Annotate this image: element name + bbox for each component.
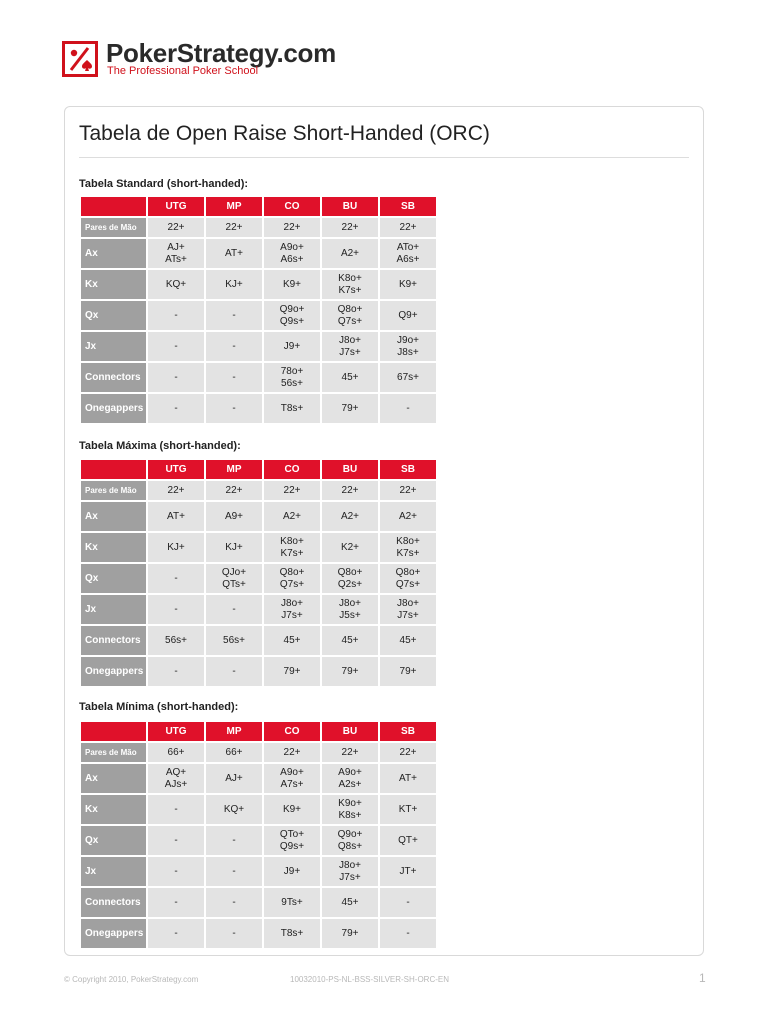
row-label: Kx (81, 795, 146, 824)
table-cell: 45+ (380, 626, 436, 655)
table-cell: A2+ (380, 502, 436, 531)
row-label: Jx (81, 332, 146, 361)
table-cell: AQ+ AJs+ (148, 764, 204, 793)
table-cell: A9o+ A2s+ (322, 764, 378, 793)
table-header-row (81, 460, 438, 479)
header-corner (81, 722, 146, 741)
table-cell: - (206, 332, 262, 361)
row-label: Pares de Mão (81, 743, 146, 762)
table-cell: AT+ (380, 764, 436, 793)
table-cell: 56s+ (148, 626, 204, 655)
table-cell: 22+ (206, 218, 262, 237)
column-header: UTG (148, 722, 204, 741)
table-cell: QTo+ Q9s+ (264, 826, 320, 855)
row-label: Jx (81, 857, 146, 886)
table-cell: T8s+ (264, 394, 320, 423)
row-label: Ax (81, 239, 146, 268)
row-label: Onegappers (81, 919, 146, 948)
column-header: MP (206, 460, 262, 479)
table-cell: A9+ (206, 502, 262, 531)
table-cell: A9o+ A6s+ (264, 239, 320, 268)
table-minima (81, 722, 438, 948)
table-cell: 66+ (206, 743, 262, 762)
row-label: Onegappers (81, 657, 146, 686)
table-cell: 22+ (322, 481, 378, 500)
table-header-row (81, 722, 438, 741)
column-header: SB (380, 722, 436, 741)
site-header (62, 38, 462, 80)
table-cell: - (148, 332, 204, 361)
table-cell: - (148, 363, 204, 392)
table-cell: AT+ (206, 239, 262, 268)
table-cell: J9o+ J8s+ (380, 332, 436, 361)
table-cell: QJo+ QTs+ (206, 564, 262, 593)
table-cell: A2+ (264, 502, 320, 531)
table-cell: K8o+ K7s+ (322, 270, 378, 299)
table-cell: 67s+ (380, 363, 436, 392)
header-corner (81, 460, 146, 479)
table-cell: - (206, 857, 262, 886)
table-cell: - (148, 826, 204, 855)
table-cell: 79+ (322, 919, 378, 948)
table-row (81, 394, 438, 423)
table-row (81, 533, 438, 562)
table-cell: 78o+ 56s+ (264, 363, 320, 392)
table-cell: - (148, 795, 204, 824)
table-cell: K9+ (264, 270, 320, 299)
table-cell: Q8o+ Q7s+ (322, 301, 378, 330)
table-row (81, 764, 438, 793)
table-row (81, 301, 438, 330)
column-header: MP (206, 722, 262, 741)
table-cell: 45+ (322, 626, 378, 655)
brand-name: PokerStrategy.com (106, 38, 336, 68)
table-cell: A2+ (322, 502, 378, 531)
table-cell: 22+ (264, 481, 320, 500)
table-cell: K2+ (322, 533, 378, 562)
table-row (81, 481, 438, 500)
row-label: Qx (81, 564, 146, 593)
table-cell: A2+ (322, 239, 378, 268)
table-cell: 45+ (322, 363, 378, 392)
table-cell: 66+ (148, 743, 204, 762)
table-cell: J9+ (264, 857, 320, 886)
table-cell: 79+ (380, 657, 436, 686)
table-cell: J8o+ J7s+ (322, 332, 378, 361)
section-label-standard: Tabela Standard (short-handed): (79, 178, 249, 190)
column-header: MP (206, 197, 262, 216)
table-cell: 22+ (322, 743, 378, 762)
table-cell: K9+ (264, 795, 320, 824)
table-cell: Q8o+ Q7s+ (264, 564, 320, 593)
column-header: BU (322, 722, 378, 741)
content-card (64, 106, 704, 956)
brand-tagline: The Professional Poker School (107, 65, 259, 77)
table-cell: K8o+ K7s+ (264, 533, 320, 562)
column-header: CO (264, 722, 320, 741)
column-header: SB (380, 197, 436, 216)
row-label: Qx (81, 826, 146, 855)
table-row (81, 657, 438, 686)
table-cell: 22+ (264, 218, 320, 237)
table-cell: 22+ (322, 218, 378, 237)
table-row (81, 743, 438, 762)
table-cell: KJ+ (206, 270, 262, 299)
table-cell: KJ+ (206, 533, 262, 562)
column-header: SB (380, 460, 436, 479)
table-row (81, 919, 438, 948)
table-row (81, 239, 438, 268)
table-cell: QT+ (380, 826, 436, 855)
table-cell: - (148, 888, 204, 917)
table-cell: 45+ (264, 626, 320, 655)
table-cell: J8o+ J7s+ (264, 595, 320, 624)
row-label: Kx (81, 533, 146, 562)
row-label: Kx (81, 270, 146, 299)
table-cell: J8o+ J7s+ (322, 857, 378, 886)
row-label: Connectors (81, 888, 146, 917)
section-label-maxima: Tabela Máxima (short-handed): (79, 440, 241, 452)
table-cell: T8s+ (264, 919, 320, 948)
table-cell: ATo+ A6s+ (380, 239, 436, 268)
table-cell: K9o+ K8s+ (322, 795, 378, 824)
table-cell: 22+ (148, 218, 204, 237)
table-cell: AT+ (148, 502, 204, 531)
table-row (81, 332, 438, 361)
table-cell: KJ+ (148, 533, 204, 562)
row-label: Onegappers (81, 394, 146, 423)
column-header: CO (264, 460, 320, 479)
table-cell: Q9+ (380, 301, 436, 330)
table-cell: 22+ (380, 481, 436, 500)
table-cell: 79+ (322, 394, 378, 423)
table-cell: KQ+ (148, 270, 204, 299)
percent-spade-logo-icon (62, 41, 98, 77)
table-row (81, 826, 438, 855)
table-cell: 79+ (264, 657, 320, 686)
row-label: Qx (81, 301, 146, 330)
table-cell: - (148, 857, 204, 886)
table-cell: 79+ (322, 657, 378, 686)
table-row (81, 564, 438, 593)
table-cell: - (206, 394, 262, 423)
table-cell: - (148, 595, 204, 624)
row-label: Connectors (81, 626, 146, 655)
table-cell: Q8o+ Q2s+ (322, 564, 378, 593)
table-cell: J8o+ J7s+ (380, 595, 436, 624)
column-header: UTG (148, 460, 204, 479)
page-number: 1 (699, 971, 706, 985)
table-cell: - (148, 394, 204, 423)
row-label: Pares de Mão (81, 218, 146, 237)
row-label: Pares de Mão (81, 481, 146, 500)
table-row (81, 888, 438, 917)
table-cell: 22+ (380, 743, 436, 762)
table-row (81, 595, 438, 624)
table-cell: 22+ (206, 481, 262, 500)
table-cell: J8o+ J5s+ (322, 595, 378, 624)
table-cell: - (148, 919, 204, 948)
title-divider (79, 157, 689, 158)
table-row (81, 502, 438, 531)
table-row (81, 795, 438, 824)
column-header: BU (322, 197, 378, 216)
column-header: UTG (148, 197, 204, 216)
table-cell: 56s+ (206, 626, 262, 655)
table-maxima (81, 460, 438, 686)
table-cell: - (380, 394, 436, 423)
table-cell: AJ+ ATs+ (148, 239, 204, 268)
table-standard (81, 197, 438, 423)
table-cell: JT+ (380, 857, 436, 886)
table-row (81, 218, 438, 237)
table-cell: 9Ts+ (264, 888, 320, 917)
table-cell: - (148, 657, 204, 686)
table-cell: Q9o+ Q8s+ (322, 826, 378, 855)
table-cell: A9o+ A7s+ (264, 764, 320, 793)
table-cell: - (206, 657, 262, 686)
table-cell: KT+ (380, 795, 436, 824)
column-header: BU (322, 460, 378, 479)
table-cell: Q8o+ Q7s+ (380, 564, 436, 593)
table-row (81, 363, 438, 392)
footer-copyright: © Copyright 2010, PokerStrategy.com (64, 975, 199, 984)
footer-doc-id: 10032010-PS-NL-BSS-SILVER-SH-ORC-EN (290, 975, 450, 984)
table-cell: J9+ (264, 332, 320, 361)
table-cell: 22+ (148, 481, 204, 500)
column-header: CO (264, 197, 320, 216)
page-title: Tabela de Open Raise Short-Handed (ORC) (79, 122, 490, 145)
row-label: Ax (81, 764, 146, 793)
table-cell: - (206, 363, 262, 392)
row-label: Connectors (81, 363, 146, 392)
table-row (81, 270, 438, 299)
table-cell: - (206, 301, 262, 330)
table-cell: - (206, 826, 262, 855)
table-cell: - (380, 919, 436, 948)
section-label-minima: Tabela Mínima (short-handed): (79, 701, 239, 713)
table-cell: Q9o+ Q9s+ (264, 301, 320, 330)
table-cell: - (148, 301, 204, 330)
table-cell: 22+ (380, 218, 436, 237)
row-label: Ax (81, 502, 146, 531)
table-cell: 45+ (322, 888, 378, 917)
table-cell: K8o+ K7s+ (380, 533, 436, 562)
table-cell: - (206, 919, 262, 948)
table-cell: - (148, 564, 204, 593)
table-cell: KQ+ (206, 795, 262, 824)
table-cell: AJ+ (206, 764, 262, 793)
table-header-row (81, 197, 438, 216)
table-cell: 22+ (264, 743, 320, 762)
table-row (81, 626, 438, 655)
table-cell: - (380, 888, 436, 917)
header-corner (81, 197, 146, 216)
table-cell: - (206, 595, 262, 624)
row-label: Jx (81, 595, 146, 624)
table-cell: K9+ (380, 270, 436, 299)
table-cell: - (206, 888, 262, 917)
table-row (81, 857, 438, 886)
